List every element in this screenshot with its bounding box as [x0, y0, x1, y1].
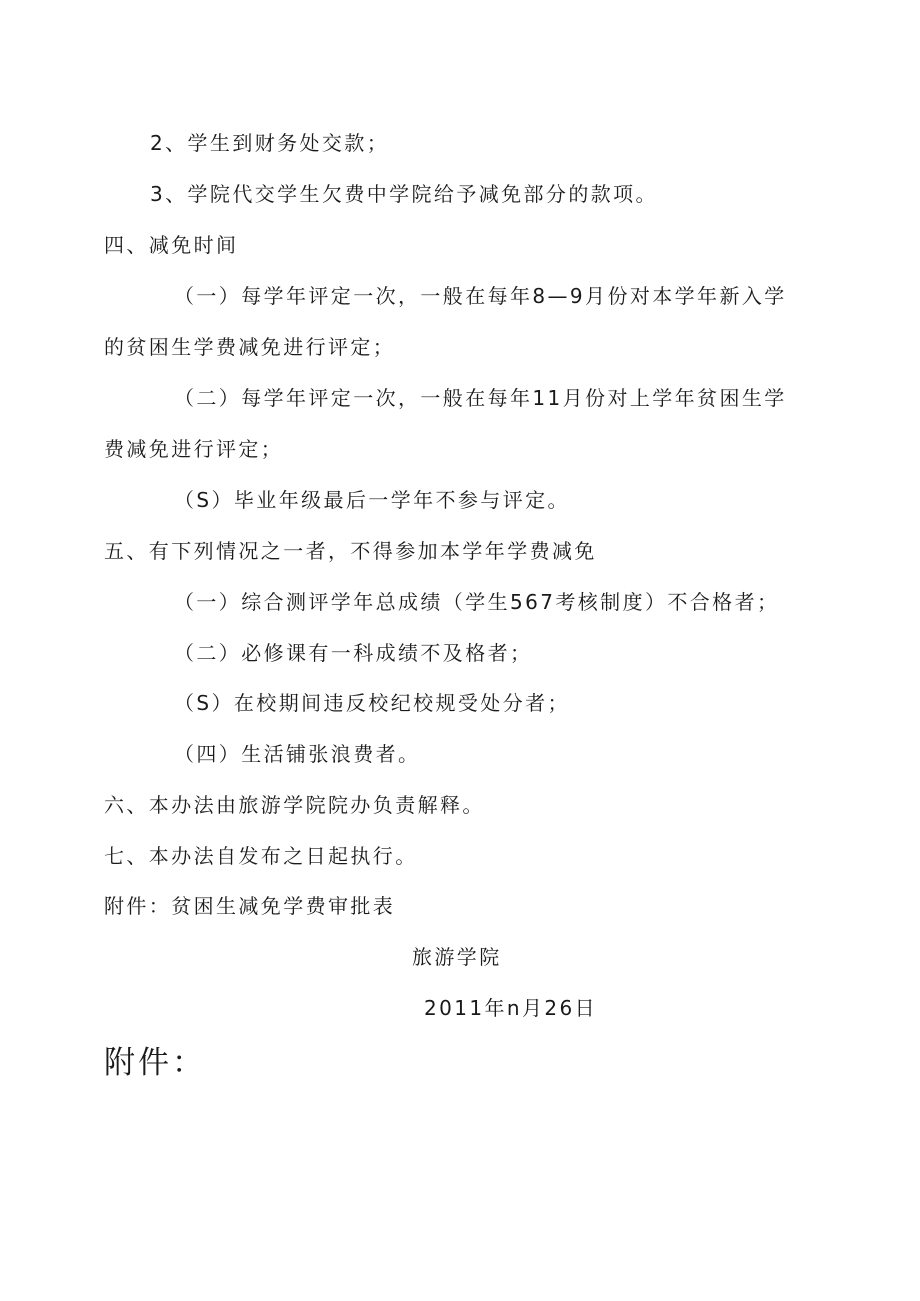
paragraph-4-1-line1: （一）每学年评定一次，一般在每年8—9月份对本学年新入学: [174, 284, 787, 308]
signature-date: 2011年n月26日: [424, 996, 598, 1020]
paragraph-4-2-line1: （二）每学年评定一次，一般在每年11月份对上学年贫困生学: [174, 386, 787, 410]
paragraph-5-1: （一）综合测评学年总成绩（学生567考核制度）不合格者；: [174, 590, 780, 614]
attachment-heading: 附件：: [104, 1045, 206, 1081]
section-heading-5: 五、有下列情况之一者，不得参加本学年学费减免: [104, 539, 597, 563]
list-item-pay-at-finance: 2、学生到财务处交款；: [150, 131, 390, 155]
list-item-college-pays: 3、学院代交学生欠费中学院给予减免部分的款项。: [150, 182, 658, 206]
section-heading-7: 七、本办法自发布之日起执行。: [104, 844, 418, 868]
signature-org: 旅游学院: [412, 945, 502, 969]
paragraph-4-2-line2: 费减免进行评定；: [104, 437, 284, 461]
paragraph-5-2: （二）必修课有一科成绩不及格者；: [174, 641, 533, 665]
paragraph-5-3: （S）在校期间违反校纪校规受处分者；: [174, 691, 570, 715]
paragraph-4-3: （S）毕业年级最后一学年不参与评定。: [174, 488, 570, 512]
attachment-note: 附件：贫困生减免学费审批表: [104, 894, 396, 918]
section-heading-4: 四、减免时间: [104, 233, 239, 257]
paragraph-4-1-line2: 的贫困生学费减免进行评定；: [104, 335, 396, 359]
section-heading-6: 六、本办法由旅游学院院办负责解释。: [104, 793, 485, 817]
paragraph-5-4: （四）生活铺张浪费者。: [174, 742, 421, 766]
